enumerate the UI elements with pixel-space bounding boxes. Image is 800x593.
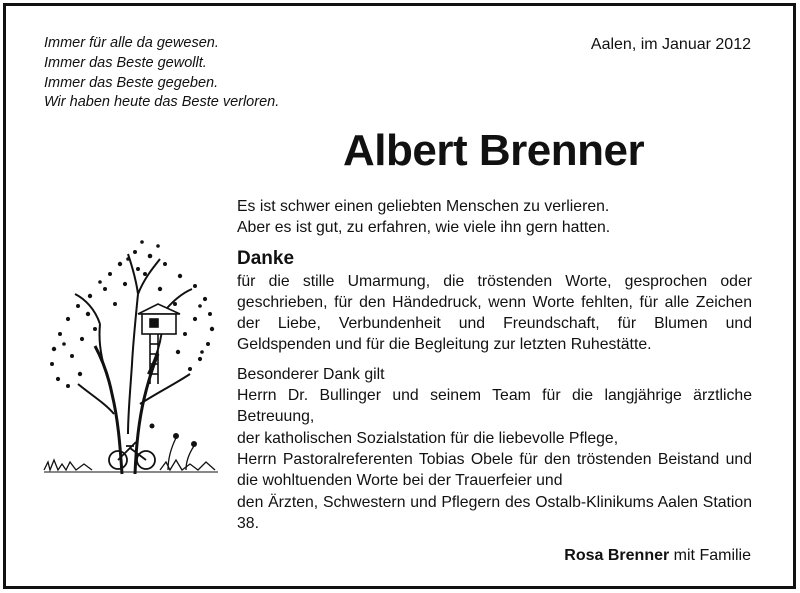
intro-line: Es ist schwer einen geliebten Menschen zu verlieren. (237, 198, 610, 215)
poem-line: Immer für alle da gewesen. (44, 35, 219, 51)
thanks-text: für die stille Umarmung, die tröstenden Worte, gesprochen oder geschrieben, für den Händedruck, wenn Worte fehlten, für alle Zeichen der Liebe, Verbundenheit und Freundschaft, für Blumen und Geldspenden und für die Begleitung zur letzten Ruhestätte. (237, 272, 752, 354)
signature-name: Rosa Brenner (564, 547, 670, 564)
signature (564, 547, 751, 565)
deceased-name: Albert Brenner (343, 126, 645, 175)
special-thanks-item: Herrn Dr. Bullinger und seinem Team für die langjährige ärztliche Betreuung, (237, 387, 752, 426)
special-thanks-item: den Ärzten, Schwestern und Pflegern des Ostalb-Klinikums Aalen Station 38. (237, 493, 752, 532)
poem-line: Wir haben heute das Beste verloren. (44, 94, 280, 111)
obituary-card (3, 3, 796, 589)
special-thanks-item: der katholischen Sozialstation für die liebevolle Pflege, (237, 429, 619, 447)
place-date: Aalen, im Januar 2012 (590, 36, 751, 53)
poem-line: Immer das Beste gegeben. (44, 74, 219, 91)
signature-suffix: mit Familie (669, 547, 751, 564)
poem-line: Immer das Beste gewollt. (44, 54, 207, 71)
thanks-heading: Danke (237, 247, 295, 269)
special-thanks-item: Herrn Pastoralreferenten Tobias Obele für den tröstenden Beistand und die wohltuenden Worte bei der Trauerfeier und (237, 450, 752, 490)
special-thanks-heading: Besonderer Dank gilt (237, 365, 385, 383)
intro-line: Aber es ist gut, zu erfahren, wie viele ihn gern hatten. (237, 219, 611, 237)
tree-illustration-icon (40, 234, 225, 484)
poem (44, 34, 279, 113)
main-text (237, 196, 752, 534)
intro (237, 196, 752, 239)
